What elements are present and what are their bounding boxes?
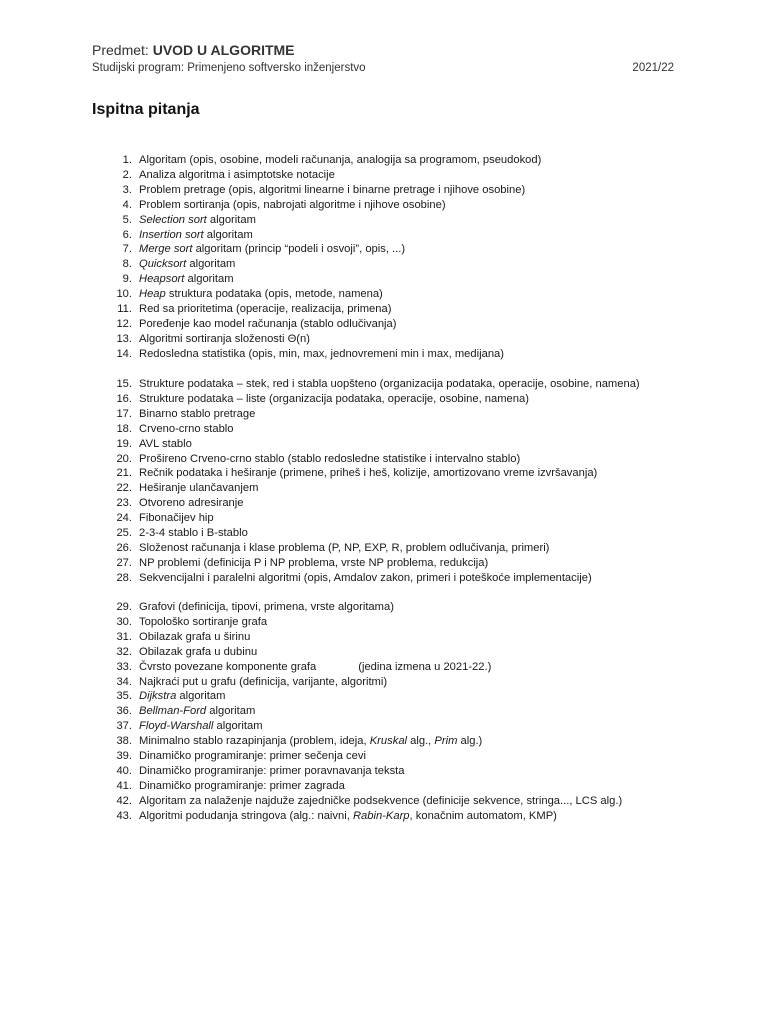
- question-text-part: Sekvencijalni i paralelni algoritmi (opis, Amdalov zakon, primeri i poteškoće implementacije): [139, 571, 592, 584]
- question-number: 41.: [116, 779, 132, 792]
- page-title: Ispitna pitanja: [92, 101, 200, 118]
- question-number: 20.: [116, 452, 132, 465]
- question-text: [139, 332, 310, 347]
- question-text: [139, 556, 488, 571]
- question-item: [0, 228, 768, 243]
- question-number: 24.: [116, 512, 132, 525]
- question-text-part: struktura podataka (opis, metode, namena): [165, 288, 383, 301]
- question-text: [139, 526, 248, 541]
- question-item: [0, 437, 768, 452]
- question-number: 30.: [116, 615, 132, 628]
- question-text-part: algoritam: [213, 720, 263, 733]
- question-text: [139, 571, 592, 586]
- question-number: 15.: [116, 378, 132, 390]
- question-note: (jedina izmena u 2021-22.): [358, 660, 492, 673]
- question-text: [139, 734, 482, 749]
- question-number: 28.: [116, 571, 132, 584]
- question-number: 6.: [122, 228, 132, 241]
- question-number: 33.: [116, 660, 132, 673]
- question-text: [139, 496, 243, 511]
- question-text-part: Dinamičko programiranje: primer zagrada: [139, 779, 345, 792]
- question-number: 21.: [116, 467, 132, 480]
- question-text-part: Obilazak grafa u širinu: [139, 630, 251, 643]
- question-number: 1.: [122, 154, 132, 166]
- question-item: [0, 571, 768, 586]
- question-number: 43.: [116, 809, 132, 822]
- question-text-italic: Quicksort: [139, 258, 187, 271]
- question-number: 27.: [116, 556, 132, 569]
- question-text-italic: Bellman-Ford: [139, 705, 207, 718]
- question-text-part: Minimalno stablo razapinjanja (problem, ideja,: [139, 735, 370, 748]
- question-text: [139, 645, 257, 660]
- study-program: Studijski program: Primenjeno softversko inženjerstvo: [92, 62, 366, 74]
- program-row: [92, 62, 674, 74]
- question-number: 22.: [116, 482, 132, 495]
- question-text-part: Heširanje ulančavanjem: [139, 482, 259, 495]
- question-text-part: Poređenje kao model računanja (stablo odlučivanja): [139, 317, 397, 330]
- question-number: 13.: [116, 332, 132, 345]
- question-item: [0, 779, 768, 794]
- question-text: [139, 317, 396, 332]
- question-text-part: Algoritam (opis, osobine, modeli računanja, analogija sa programom, pseudokod): [139, 154, 542, 166]
- question-item: [0, 749, 768, 764]
- question-text-part: Otvoreno adresiranje: [139, 497, 244, 510]
- question-number: 34.: [116, 675, 132, 688]
- question-text-part: Analiza algoritma i asimptotske notacije: [139, 168, 335, 181]
- question-number: 8.: [122, 258, 132, 271]
- question-item: [0, 526, 768, 541]
- question-text: [139, 153, 541, 168]
- question-text-part: Složenost računanja i klase problema (P, NP, EXP, R, problem odlučivanja, primeri): [139, 541, 550, 554]
- question-item: [0, 556, 768, 571]
- question-text-part: Fibonačijev hip: [139, 512, 214, 525]
- question-text: [139, 704, 255, 719]
- question-text-part: Grafovi (definicija, tipovi, primena, vrste algoritama): [139, 601, 394, 613]
- question-number: 10.: [116, 288, 132, 301]
- question-text-part: algoritam (princip “podeli i osvoji”, opis, ...): [192, 243, 406, 256]
- question-number: 11.: [117, 303, 132, 315]
- question-text-italic: Rabin-Karp: [352, 809, 410, 822]
- question-item: [0, 377, 768, 392]
- question-number: 18.: [116, 422, 132, 435]
- question-number: 14.: [116, 347, 132, 360]
- question-text: [139, 287, 383, 302]
- question-item: [0, 615, 768, 630]
- question-item: [0, 481, 768, 496]
- question-text: [139, 168, 335, 183]
- question-text: [139, 719, 263, 734]
- question-number: 12.: [116, 317, 132, 330]
- question-item: [0, 287, 768, 302]
- question-text-italic: Merge sort: [139, 243, 193, 256]
- question-text: [139, 511, 214, 526]
- question-item: [0, 332, 768, 347]
- question-text: [139, 198, 446, 213]
- question-number: 3.: [122, 183, 132, 196]
- question-text: [139, 422, 234, 437]
- question-text-italic: Kruskal: [369, 735, 408, 748]
- question-item: [0, 213, 768, 228]
- question-text: [139, 437, 192, 452]
- subject-name: UVOD U ALGORITME: [152, 42, 295, 58]
- question-number: 19.: [116, 437, 132, 450]
- question-number: 36.: [116, 705, 132, 718]
- question-text-part: Dinamičko programiranje: primer sečenja cevi: [139, 750, 366, 762]
- question-item: [0, 168, 768, 183]
- question-item: [0, 496, 768, 511]
- question-item: [0, 466, 768, 481]
- question-text: [139, 452, 520, 467]
- question-text: [139, 809, 557, 824]
- question-text-part: Algoritam za nalaženje najduže zajedničke podsekvence (definicije sekvence, stringa..., LCS alg.): [139, 794, 623, 807]
- question-text-part: Topološko sortiranje grafa: [139, 615, 268, 628]
- question-item: [0, 242, 768, 257]
- question-number: 31.: [116, 630, 132, 643]
- question-item: [0, 645, 768, 660]
- question-number: 26.: [116, 541, 132, 554]
- question-number: 16.: [116, 392, 132, 405]
- question-text: [139, 779, 345, 794]
- question-item: [0, 719, 768, 734]
- question-item: [0, 257, 768, 272]
- question-text-italic: Selection sort: [139, 213, 207, 226]
- question-number: 9.: [122, 273, 132, 286]
- question-text-part: Rečnik podataka i heširanje (primene, priheš i heš, kolizije, amortizovano vreme izvršavanja): [139, 467, 598, 480]
- question-text-part: alg.): [457, 735, 483, 748]
- question-item: [0, 422, 768, 437]
- question-text: [139, 407, 255, 422]
- question-item: [0, 198, 768, 213]
- question-item: [0, 392, 768, 407]
- question-item: [0, 452, 768, 467]
- question-number: 39.: [116, 750, 132, 762]
- question-text-part: Strukture podataka – liste (organizacija podataka, operacije, osobine, namena): [139, 392, 529, 405]
- subject-label: Predmet:: [92, 42, 153, 58]
- question-text-italic: Floyd-Warshall: [139, 720, 214, 733]
- question-number: 5.: [122, 213, 132, 226]
- question-text-part: Strukture podataka – stek, red i stabla uopšteno (organizacija podataka, operacije, osobine, namena): [139, 378, 640, 390]
- question-text: [139, 660, 491, 675]
- question-text-part: Čvrsto povezane komponente grafa: [139, 660, 317, 673]
- question-item: [0, 704, 768, 719]
- question-item: [0, 407, 768, 422]
- question-item: [0, 660, 768, 675]
- question-text-part: Dinamičko programiranje: primer poravnavanja teksta: [139, 764, 405, 777]
- question-text-part: 2-3-4 stablo i B-stablo: [139, 527, 248, 539]
- question-number: 17.: [116, 407, 132, 420]
- question-text-part: AVL stablo: [139, 437, 192, 450]
- question-text-italic: Prim: [434, 735, 458, 748]
- question-number: 40.: [116, 764, 132, 777]
- academic-year: 2021/22: [632, 62, 674, 74]
- question-text-part: Najkraći put u grafu (definicija, varijante, algoritmi): [139, 675, 388, 688]
- question-text: [139, 228, 253, 243]
- question-text-part: , konačnim automatom, KMP): [409, 809, 557, 822]
- question-item: [0, 183, 768, 198]
- question-text-part: Obilazak grafa u dubinu: [139, 645, 258, 658]
- question-text-part: Problem sortiranja (opis, nabrojati algoritme i njihove osobine): [139, 198, 446, 211]
- question-text-part: Algoritmi podudanja stringova (alg.: naivni,: [139, 809, 353, 822]
- question-number: 25.: [116, 527, 132, 539]
- question-text-part: Crveno-crno stablo: [139, 422, 234, 435]
- question-text: [139, 615, 267, 630]
- question-number: 35.: [116, 690, 132, 703]
- question-item: [0, 317, 768, 332]
- question-text-part: Red sa prioritetima (operacije, realizacija, primena): [139, 303, 392, 315]
- question-text: [139, 764, 405, 779]
- question-text: [139, 600, 394, 615]
- question-text: [139, 272, 234, 287]
- question-text-italic: Insertion sort: [139, 228, 204, 241]
- question-number: 42.: [116, 794, 132, 807]
- question-item: [0, 809, 768, 824]
- question-text: [139, 466, 597, 481]
- question-item: [0, 541, 768, 556]
- question-item: [0, 302, 768, 317]
- question-number: 37.: [116, 720, 132, 733]
- question-item: [0, 734, 768, 749]
- question-text-part: Problem pretrage (opis, algoritmi linearne i binarne pretrage i njihove osobine): [139, 183, 526, 196]
- question-text: [139, 630, 250, 645]
- question-text: [139, 183, 525, 198]
- question-text-part: Prošireno Crveno-crno stablo (stablo redosledne statistike i intervalno stablo): [139, 452, 521, 465]
- question-text: [139, 675, 387, 690]
- question-item: [0, 272, 768, 287]
- question-item: [0, 511, 768, 526]
- question-number: 7.: [122, 243, 132, 256]
- question-text: [139, 377, 640, 392]
- question-text: [139, 794, 622, 809]
- question-text: [139, 242, 405, 257]
- question-text-part: algoritam: [184, 273, 234, 286]
- question-text-part: algoritam: [176, 690, 226, 703]
- question-text-part: NP problemi (definicija P i NP problema, vrste NP problema, redukcija): [139, 556, 489, 569]
- question-text: [139, 392, 529, 407]
- question-text-italic: Heap: [139, 288, 166, 301]
- question-text: [139, 749, 366, 764]
- question-text-italic: Heapsort: [139, 273, 185, 286]
- question-number: 23.: [116, 497, 132, 510]
- question-text-part: algoritam: [206, 213, 256, 226]
- question-text: [139, 347, 504, 362]
- question-number: 38.: [116, 735, 132, 748]
- question-text-part: algoritam: [203, 228, 253, 241]
- question-text: [139, 213, 256, 228]
- question-text-part: algoritam: [206, 705, 256, 718]
- question-number: 2.: [122, 168, 132, 181]
- question-item: [0, 153, 768, 168]
- question-text-part: alg.,: [407, 735, 435, 748]
- question-number: 4.: [122, 198, 132, 211]
- question-item: [0, 600, 768, 615]
- question-text-part: Redosledna statistika (opis, min, max, jednovremeni min i max, medijana): [139, 347, 504, 360]
- question-number: 29.: [116, 601, 132, 613]
- question-item: [0, 630, 768, 645]
- question-text-part: Algoritmi sortiranja složenosti Θ(n): [139, 332, 310, 345]
- question-item: [0, 689, 768, 704]
- question-item: [0, 764, 768, 779]
- question-text: [139, 689, 225, 704]
- question-text-italic: Dijkstra: [139, 690, 177, 703]
- question-number: 32.: [116, 645, 132, 658]
- question-item: [0, 675, 768, 690]
- question-text-part: Binarno stablo pretrage: [139, 407, 256, 420]
- question-text-part: algoritam: [186, 258, 236, 271]
- question-text: [139, 302, 391, 317]
- question-text: [139, 257, 235, 272]
- question-item: [0, 347, 768, 362]
- question-item: [0, 794, 768, 809]
- subject-heading: [92, 42, 295, 58]
- question-text: [139, 481, 258, 496]
- question-text: [139, 541, 549, 556]
